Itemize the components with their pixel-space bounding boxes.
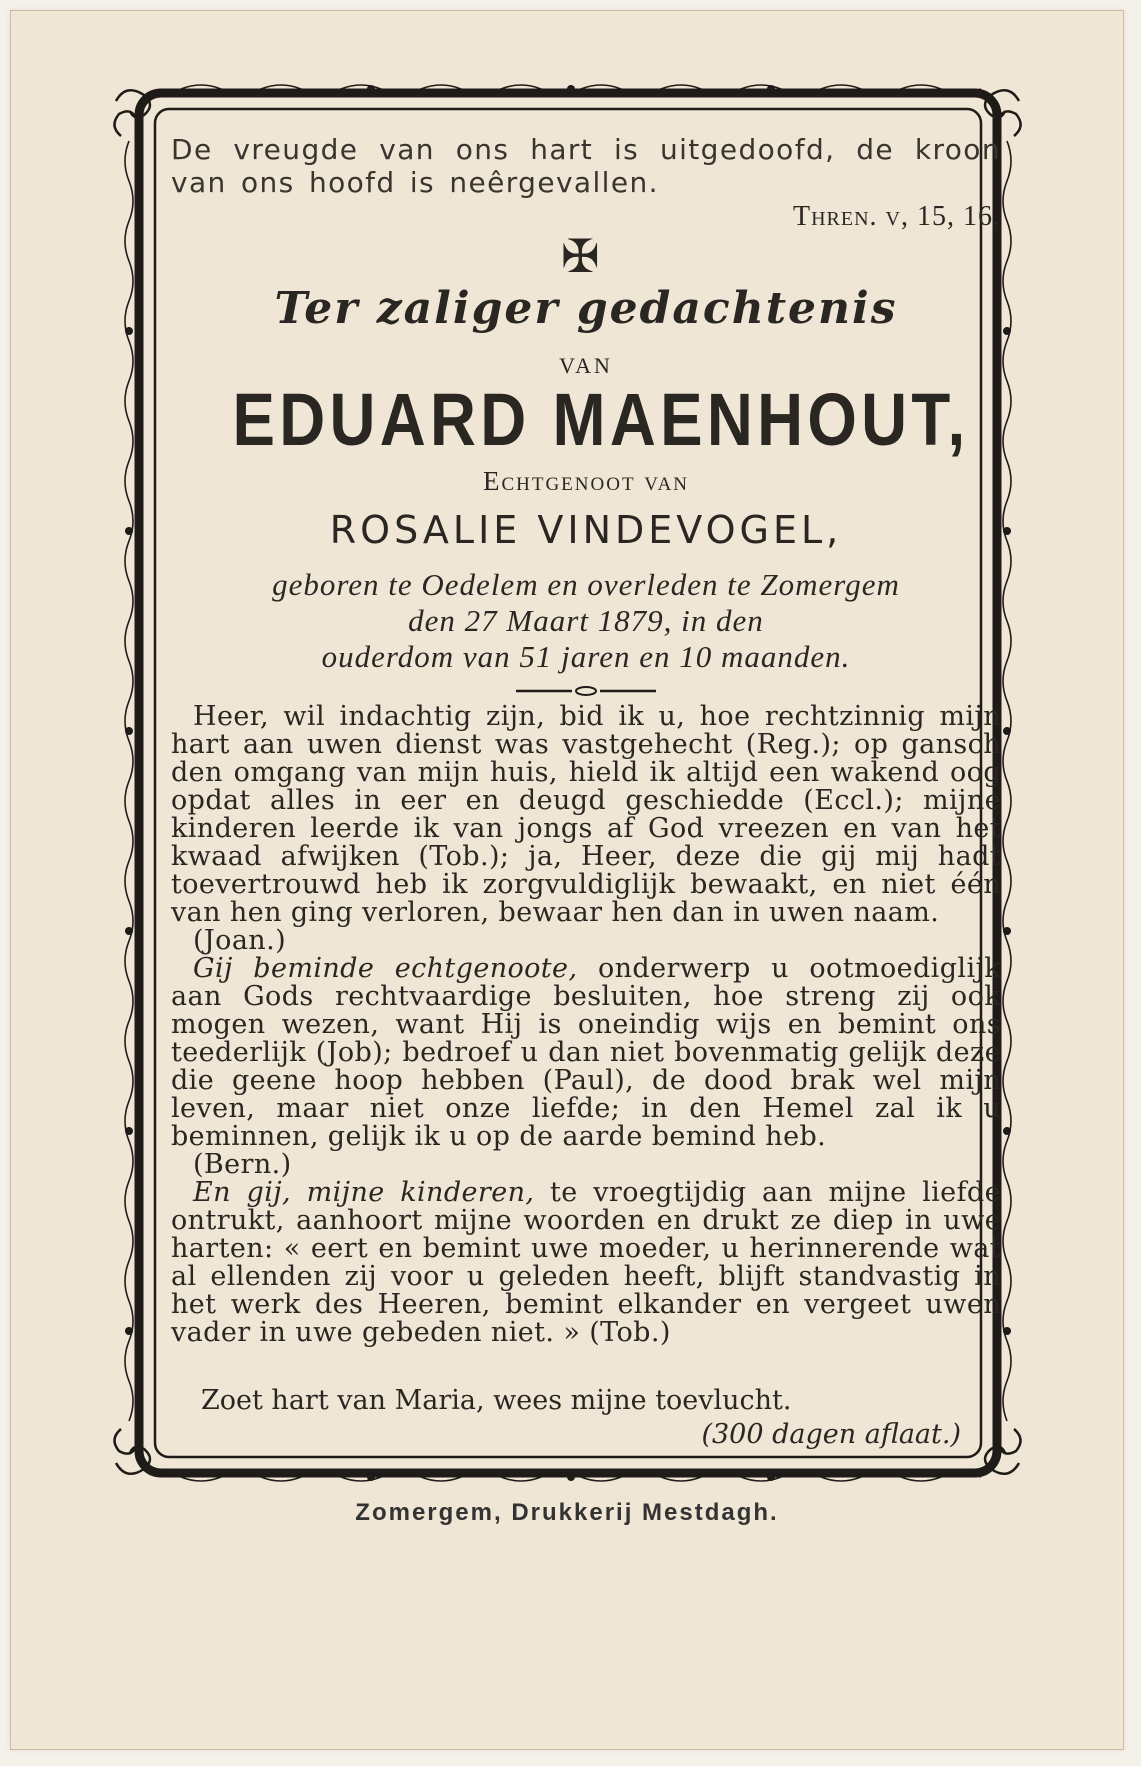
spouse-name: ROSALIE VINDEVOGEL, (329, 508, 843, 552)
epigraph-text: De vreugde van ons hart is uitgedoofd, de kroon van ons hoofd is neêrgevallen. (171, 133, 1001, 199)
indulgence-line: (300 dagen aflaat.) (701, 1419, 961, 1450)
paragraph-children (171, 1179, 1001, 1347)
memorial-card (10, 10, 1124, 1750)
paragraph-children-lead: En gij, mijne kinderen, (193, 1177, 535, 1208)
reference-joan: (Joan.) (193, 925, 287, 956)
printer-imprint: Zomergem, Drukkerij Mestdagh. (355, 1499, 779, 1526)
paragraph-husband: Heer, wil indachtig zijn, bid ik u, hoe rechtzinnig mijn hart aan uwen dienst was vastgehecht (Reg.); op gansch den omgang van mijn huis, hield ik altijd een wakend oog opdat alles in eer en deugd geschiedde (Eccl.); mijne kinderen leerde ik van jongs af God vreezen en van het kwaad afwijken (Tob.); ja, Heer, deze die gij mij hadt toevertrouwd heb ik zorgvuldiglijk bewaakt, en niet één van hen ging verloren, bewaar hen dan in uwen naam. (171, 701, 1001, 928)
reference-bern: (Bern.) (193, 1149, 292, 1180)
reference-tob: (Tob.) (589, 1317, 671, 1348)
deceased-name: EDUARD MAENHOUT, (232, 378, 970, 461)
divider-ornament (516, 685, 656, 697)
bio-line-2: den 27 Maart 1879, in den (408, 603, 764, 638)
prayer-line: Zoet hart van Maria, wees mijne toevlucht. (201, 1385, 792, 1416)
paragraph-children-text: te vroegtijdig aan mijne liefde ontrukt, aanhoort mijne woorden en drukt ze diep in uwe harten: « eert en bemint uwe moeder, u herinnerende wat al ellenden zij voor u geleden heeft, blijft standvastig in het werk des Heeren, bemint elkander en vergeet uwen vader in uwe gebeden niet. » (171, 1177, 1001, 1348)
bio-line-1: geboren te Oedelem en overleden te Zomergem (272, 567, 900, 602)
cross-icon: ✠ (561, 229, 600, 283)
van-label: VAN (559, 353, 613, 378)
bio-line-3: ouderdom van 51 jaren en 10 maanden. (321, 639, 851, 674)
spouse-label: Echtgenoot van (482, 466, 690, 496)
memorial-heading: Ter zaliger gedachtenis (274, 283, 898, 334)
body-text (171, 703, 1001, 1347)
epigraph-reference: Thren. v, 15, 16. (793, 201, 1001, 232)
paragraph-spouse-text: onderwerp u ootmoediglijk aan Gods rechtvaardige besluiten, hoe streng zij ook mogen wezen, want Hij is oneindig wijs en bemint ons teederlijk (Job); bedroef u dan niet bovenmatig gelijk deze die geene hoop hebben (Paul), de dood brak wel mijn leven, maar niet onze liefde; in den Hemel zal ik u beminnen, gelijk ik u op de aarde bemind heb. (171, 953, 1002, 1152)
paragraph-spouse (171, 955, 1001, 1151)
paragraph-spouse-lead: Gij beminde echtgenoote, (193, 953, 578, 984)
